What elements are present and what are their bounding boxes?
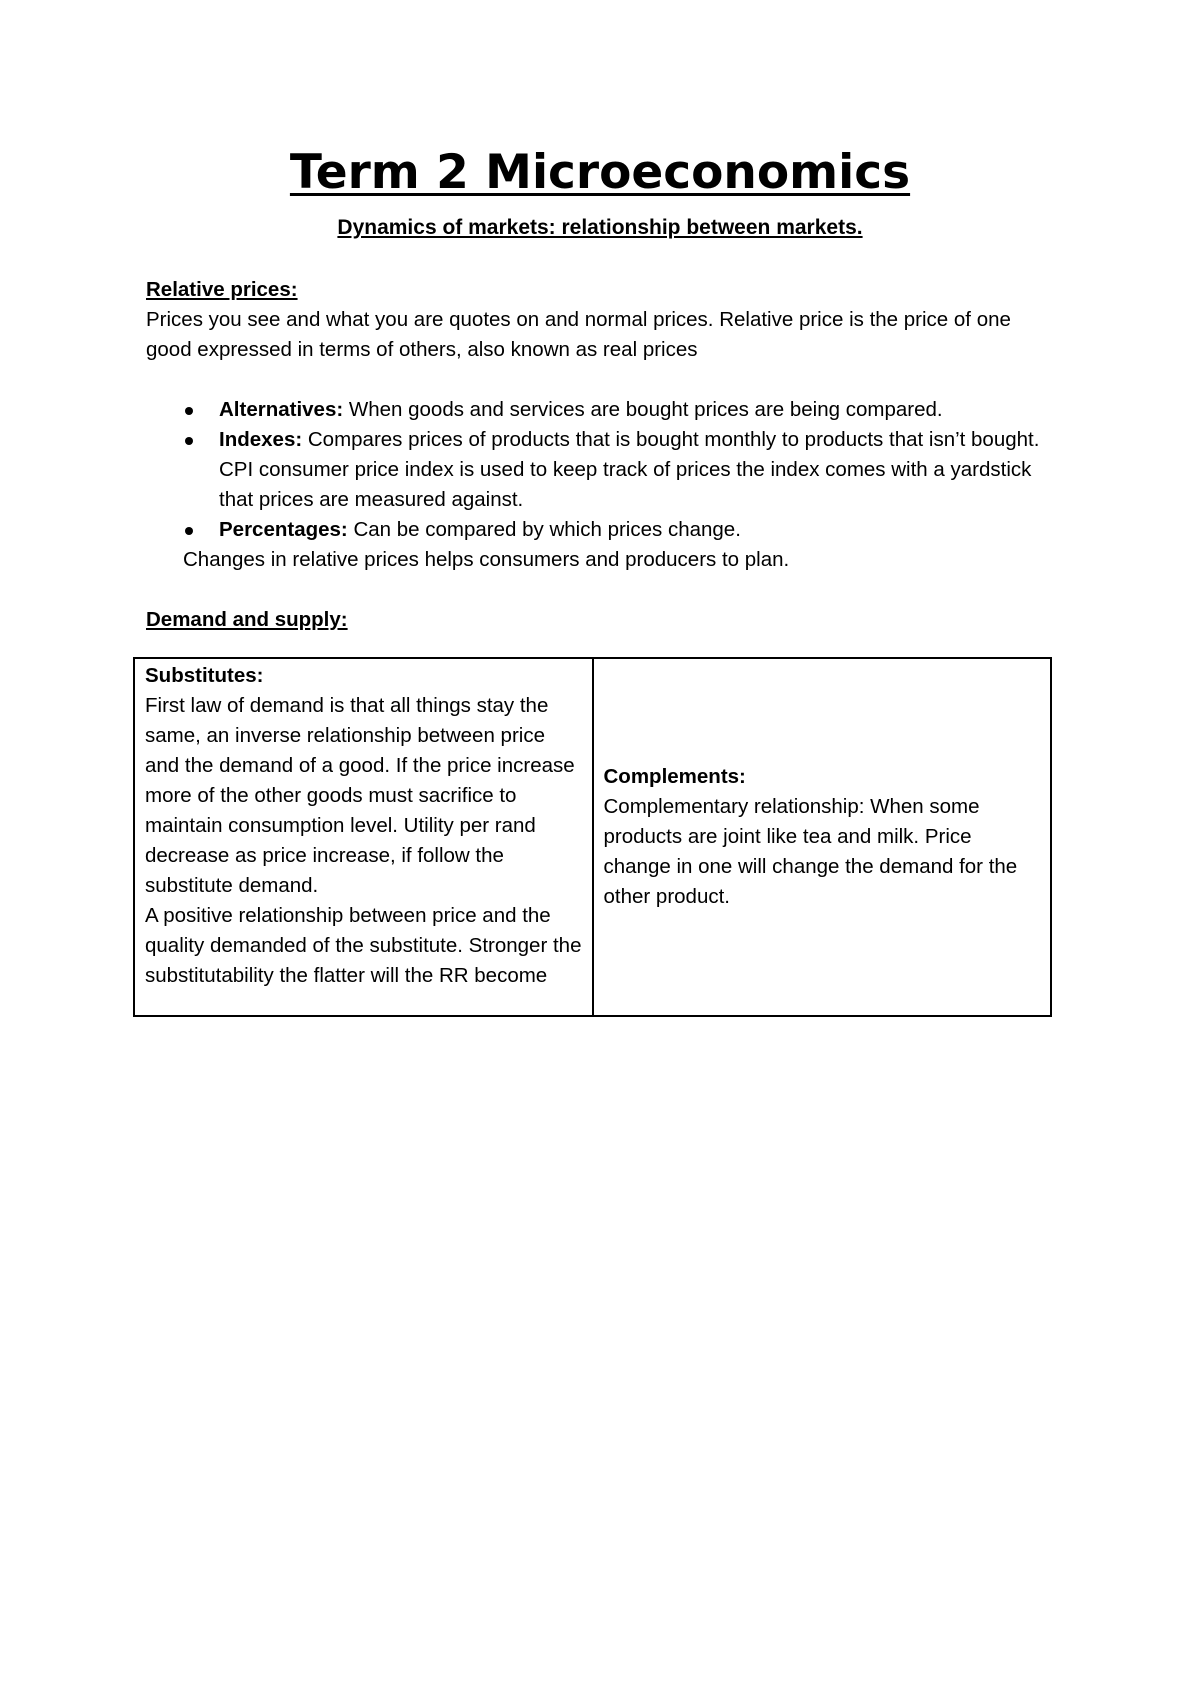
bullet-icon <box>185 527 193 535</box>
bullet-text: When goods and services are bought prices are being compared. <box>343 398 943 421</box>
relative-prices-section <box>146 275 1046 635</box>
substitutes-heading: Substitutes: <box>145 664 264 687</box>
bullet-text: Can be compared by which prices change. <box>347 518 741 541</box>
complements-text: Complementary relationship: When some products are joint like tea and milk. Price change in one will change the demand for the other product. <box>603 795 1018 908</box>
demand-supply-heading: Demand and supply: <box>146 608 348 631</box>
bullet-text: Compares prices of products that is bought monthly to products that isn’t bought. CPI consumer price index is used to keep track of prices the index comes with a yardstick that prices are measured against. <box>219 428 1040 511</box>
substitutes-cell <box>134 658 593 1016</box>
list-item <box>146 425 1046 515</box>
bullet-term: Percentages: <box>219 518 348 541</box>
document-title: Term 2 Microeconomics <box>289 145 911 200</box>
table-row <box>134 658 1051 1016</box>
substitutes-paragraph: First law of demand is that all things stay the same, an inverse relationship between price and the demand of a good. If the price increase more of the other goods must sacrifice to maintain consumption level. Utility per rand decrease as price increase, if follow the substitute demand. <box>145 694 575 897</box>
bullet-icon <box>185 407 193 415</box>
bullet-term: Alternatives: <box>219 398 344 421</box>
list-item <box>146 395 1046 425</box>
document-subtitle: Dynamics of markets: relationship between markets. <box>337 216 863 239</box>
complements-heading: Complements: <box>603 765 746 788</box>
bullet-term: Indexes: <box>219 428 303 451</box>
relative-prices-closing: Changes in relative prices helps consumers and producers to plan. <box>183 548 790 571</box>
relative-prices-bullet-list <box>146 395 1046 545</box>
relative-prices-heading: Relative prices: <box>146 278 298 301</box>
list-item <box>146 515 1046 545</box>
substitutes-paragraph: A positive relationship between price and the quality demanded of the substitute. Stronger the substitutability the flatter will the RR become <box>145 904 582 987</box>
bullet-icon <box>185 437 193 445</box>
relative-prices-intro: Prices you see and what you are quotes on and normal prices. Relative price is the price of one good expressed in terms of others, also known as real prices <box>146 308 1011 361</box>
demand-supply-table <box>133 657 1052 1017</box>
complements-cell <box>593 658 1052 1016</box>
